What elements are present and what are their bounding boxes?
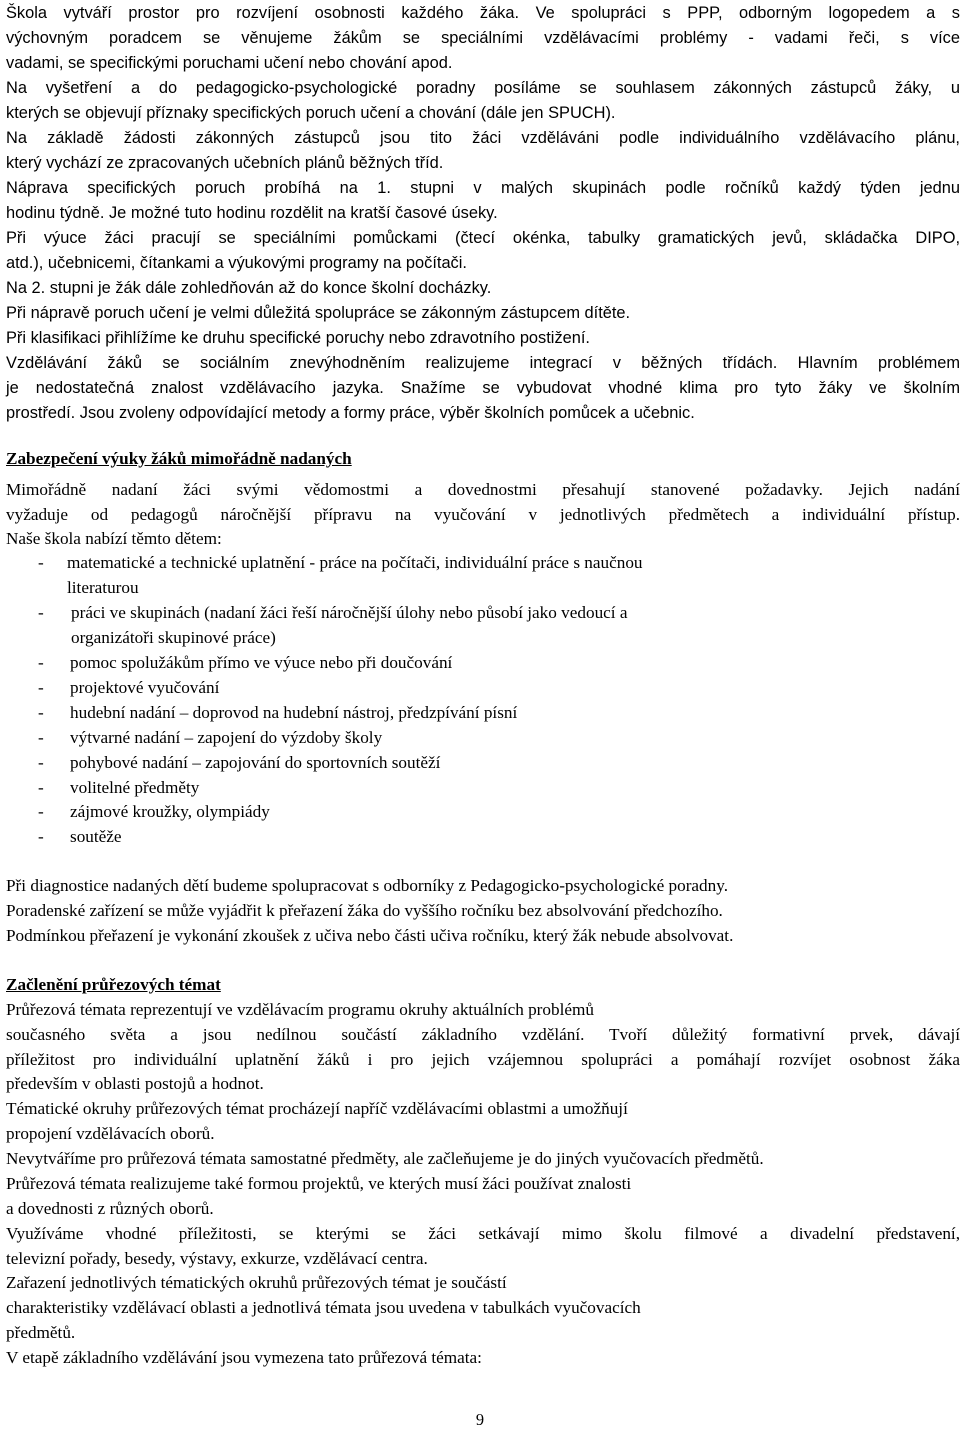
list-item: pohybové nadání – zapojování do sportovních soutěží	[70, 753, 441, 772]
list-item: pomoc spolužákům přímo ve výuce nebo při doučování	[70, 653, 453, 672]
text-line: atd.), učebnicemi, čítankami a výukovými programy na počítači.	[6, 254, 467, 272]
text-line: současného světa a jsou nedílnou součástí základního vzdělání. Tvoří důležitý formativní prvek, dávají	[6, 1025, 960, 1044]
text-line: Vzdělávání žáků se sociálním znevýhodněním realizujeme integrací v běžných třídách. Hlavním problémem	[6, 354, 960, 372]
text-line: V etapě základního vzdělávání jsou vymezena tato průřezová témata:	[6, 1348, 482, 1367]
text-line: je nedostatečná znalost vzdělávacího jazyka. Snažíme se vybudovat vhodné klima pro tyto žáky ve školním	[6, 379, 960, 397]
text-line: Poradenské zařízení se může vyjádřit k přeřazení žáka do vyššího ročníku bez absolvování předchozího.	[6, 901, 723, 920]
text-line: především v oblasti postojů a hodnot.	[6, 1074, 264, 1093]
text-line: Nevytváříme pro průřezová témata samostatné předměty, ale začleňujeme je do jiných vyučovacích předmětů.	[6, 1149, 764, 1168]
list-bullet: -	[38, 778, 44, 797]
list-item: volitelné předměty	[70, 778, 200, 797]
text-line: Tématické okruhy průřezových témat procházejí napříč vzdělávacími oblastmi a umožňují	[6, 1099, 628, 1118]
page-number: 9	[475, 1410, 485, 1429]
text-line: Na vyšetření a do pedagogicko-psychologické poradny posíláme se souhlasem zákonných zástupců žáky, u	[6, 79, 960, 97]
list-item: projektové vyučování	[70, 678, 220, 697]
text-line: Při diagnostice nadaných dětí budeme spolupracovat s odborníky z Pedagogicko-psychologické poradny.	[6, 876, 729, 895]
list-item: práci ve skupinách (nadaní žáci řeší náročnější úlohy nebo působí jako vedoucí a	[71, 603, 628, 622]
text-line: prostředí. Jsou zvoleny odpovídající metody a formy práce, výběr školních pomůcek a učebnic.	[6, 404, 695, 422]
text-line: příležitost pro individuální uplatnění žáků i pro jejich vzájemnou spolupráci a pomáhají rozvíjet osobnost žáka	[6, 1050, 960, 1069]
list-item: hudební nadání – doprovod na hudební nástroj, předzpívání písní	[70, 703, 518, 722]
text-line: hodinu týdně. Je možné tuto hodinu rozdělit na kratší časové úseky.	[6, 204, 498, 222]
list-bullet: -	[38, 553, 44, 572]
text-line: Naše škola nabízí těmto dětem:	[6, 529, 222, 548]
text-line: Škola vytváří prostor pro rozvíjení osobnosti každého žáka. Ve spolupráci s PPP, odborným logopedem a s	[6, 4, 960, 22]
text-line: Podmínkou přeřazení je vykonání zkoušek z učiva nebo části učiva ročníku, který žák nebude absolvovat.	[6, 926, 734, 945]
list-bullet: -	[38, 703, 44, 722]
text-line: Při nápravě poruch učení je velmi důležitá spolupráce se zákonným zástupcem dítěte.	[6, 304, 631, 322]
section-heading-gifted: Zabezpečení výuky žáků mimořádně nadaných	[6, 449, 352, 468]
list-bullet: -	[38, 802, 44, 821]
list-bullet: -	[38, 678, 44, 697]
section-heading-themes: Začlenění průřezových témat	[6, 975, 221, 994]
text-line: televizní pořady, besedy, výstavy, exkurze, vzdělávací centra.	[6, 1249, 428, 1268]
text-line: vyžaduje od pedagogů náročnější přípravu na vyučování v jednotlivých předmětech a individuální přístup.	[6, 505, 960, 524]
text-line: předmětů.	[6, 1323, 76, 1342]
list-bullet: -	[38, 603, 44, 622]
text-line: charakteristiky vzdělávací oblasti a jednotlivá témata jsou uvedena v tabulkách vyučovacích	[6, 1298, 641, 1317]
list-bullet: -	[38, 753, 44, 772]
text-line: a dovednosti z různých oborů.	[6, 1199, 214, 1218]
text-line: propojení vzdělávacích oborů.	[6, 1124, 215, 1143]
list-item: zájmové kroužky, olympiády	[70, 802, 270, 821]
list-bullet: -	[38, 728, 44, 747]
text-line: výchovným poradcem se věnujeme žákům se speciálními vzdělávacími problémy - vadami řeči, s více	[6, 29, 960, 47]
list-item: výtvarné nadání – zapojení do výzdoby školy	[70, 728, 383, 747]
text-line: kterých se objevují příznaky specifických poruch učení a chování (dále jen SPUCH).	[6, 104, 616, 122]
list-item-continuation: literaturou	[67, 578, 139, 597]
text-line: Na 2. stupni je žák dále zohledňován až do konce školní docházky.	[6, 279, 492, 297]
list-item: matematické a technické uplatnění - práce na počítači, individuální práce s naučnou	[67, 553, 643, 572]
list-bullet: -	[38, 653, 44, 672]
text-line: Průřezová témata reprezentují ve vzdělávacím programu okruhy aktuálních problémů	[6, 1000, 594, 1019]
text-line: Využíváme vhodné příležitosti, se kterými se žáci setkávají mimo školu filmové a divadelní představení,	[6, 1224, 960, 1243]
text-line: který vychází ze zpracovaných učebních plánů běžných tříd.	[6, 154, 444, 172]
text-line: Náprava specifických poruch probíhá na 1. stupni v malých skupinách podle ročníků každý týden jednu	[6, 179, 960, 197]
text-line: Na základě žádosti zákonných zástupců jsou tito žáci vzděláváni podle individuálního vzdělávacího plánu,	[6, 129, 960, 147]
list-item: soutěže	[70, 827, 122, 846]
text-line: Při výuce žáci pracují se speciálními pomůckami (čtecí okénka, tabulky gramatických jevů, skládačka DIPO,	[6, 229, 960, 247]
text-line: vadami, se specifickými poruchami učení nebo chování apod.	[6, 54, 453, 72]
text-line: Při klasifikaci přihlížíme ke druhu specifické poruchy nebo zdravotního postižení.	[6, 329, 590, 347]
list-bullet: -	[38, 827, 44, 846]
list-item-continuation: organizátoři skupinové práce)	[71, 628, 276, 647]
text-line: Zařazení jednotlivých tématických okruhů průřezových témat je součástí	[6, 1273, 507, 1292]
text-line: Průřezová témata realizujeme také formou projektů, ve kterých musí žáci používat znalosti	[6, 1174, 632, 1193]
text-line: Mimořádně nadaní žáci svými vědomostmi a dovednostmi přesahují stanovené požadavky. Jejich nadání	[6, 480, 960, 499]
